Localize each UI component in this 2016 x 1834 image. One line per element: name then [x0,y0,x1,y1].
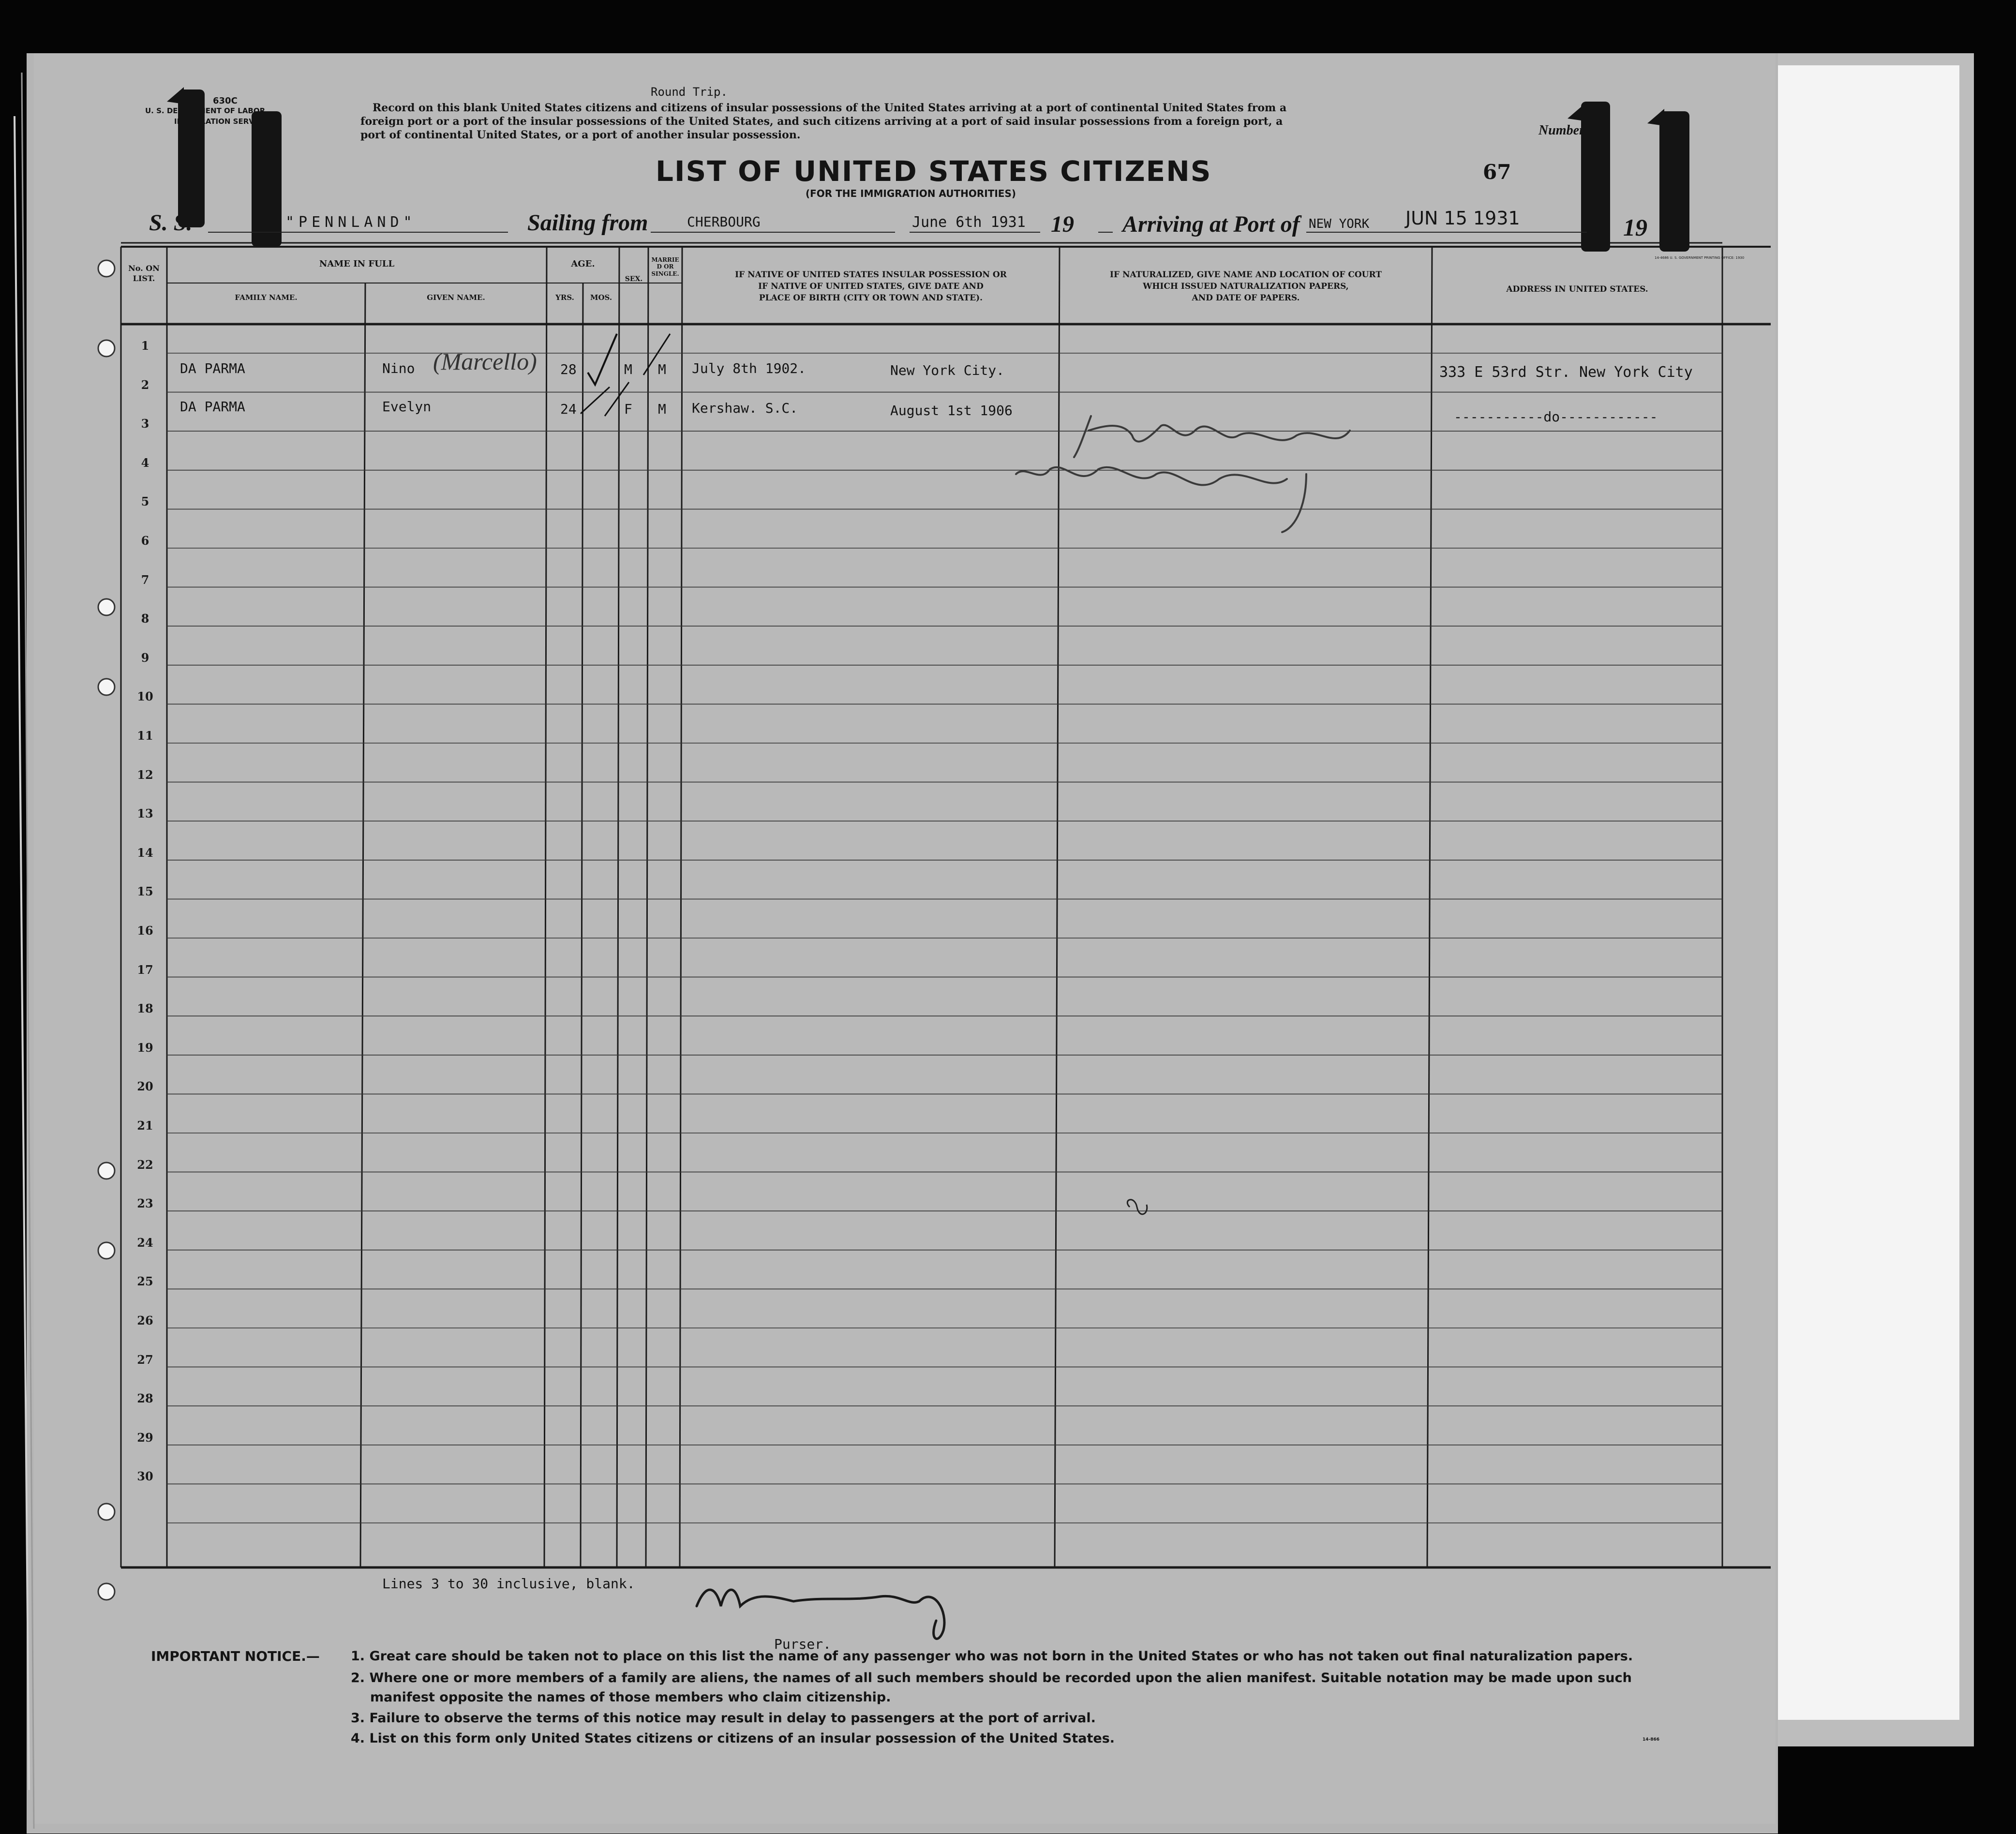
row-number: 4 [141,455,149,470]
instructions-line-2: foreign port or a port of the insular possessions of the United States, and such citizens arriving at a port of said insular possessions from a foreign port, a [360,115,1283,128]
year-prefix-2: 19 [1623,214,1647,241]
row-number: 18 [137,1001,153,1016]
agency-line-2: IMMIGRATION SERVICE [174,117,268,126]
row-number: 10 [137,689,153,704]
row-number: 19 [137,1040,153,1055]
notice-2: 2. Where one or more members of a family are aliens, the names of all such members should be recorded upon the alien manifest. Suitable notation may be made upon such [351,1670,1632,1685]
notice-2-cont: manifest opposite the names of those members who claim citizenship. [370,1690,891,1705]
row-1-address: 333 E 53rd Str. New York City [1439,364,1693,381]
form-code: 14-866 [1643,1737,1660,1742]
col-naturalized-1: IF NATURALIZED, GIVE NAME AND LOCATION OF COURT [1110,270,1382,280]
row-number: 20 [137,1079,153,1094]
row-2-address: -----------do------------ [1454,409,1658,425]
col-family-name: FAMILY NAME. [235,293,298,302]
row-number: 7 [141,572,149,587]
ss-label: S. S. [149,210,193,236]
page-subtitle: (FOR THE IMMIGRATION AUTHORITIES) [806,188,1016,199]
row-number: 11 [137,729,153,743]
row-number: 27 [137,1352,153,1367]
next-page-blank [1776,65,1959,1720]
inspector-signature [1079,406,1224,433]
arrival-port: NEW YORK [1309,217,1370,231]
row-number: 17 [137,962,153,977]
sailing-date: June 6th 1931 [912,214,1026,231]
row-number: 3 [141,417,149,431]
row-number: 1 [141,339,149,353]
row-2-family-name: DA PARMA [180,399,245,415]
col-naturalized-3: AND DATE OF PAPERS. [1192,293,1300,303]
inspector-date [1021,464,1149,489]
row-1-birth-place: New York City. [890,362,1005,378]
printer-mark: 14-4686 U. S. GOVERNMENT PRINTING OFFICE: 1930 [1655,256,1745,260]
row-1-birth-date: July 8th 1902. [692,360,806,376]
row-number: 30 [137,1469,153,1484]
row-2-given-name: Evelyn [382,399,432,415]
row-number: 29 [137,1430,153,1445]
row-number: 26 [137,1313,153,1327]
row-number: 6 [141,534,149,548]
notice-1: 1. Great care should be taken not to place on this list the name of any passenger who was not born in the United States or who has not taken out final naturalization papers. [351,1649,1633,1664]
arriving-label: Arriving at Port of [1122,211,1300,237]
row-number: 15 [137,884,153,899]
arrival-stamp: JUN 15 1931 [1405,208,1520,229]
row-number: 12 [137,767,153,782]
col-age: AGE. [571,259,595,269]
row-2-age-years: 24 [560,401,577,417]
col-naturalized-2: WHICH ISSUED NATURALIZATION PAPERS, [1143,282,1349,291]
col-sex: SEX. [625,275,643,283]
row-number: 21 [137,1118,153,1133]
row-number: 5 [141,494,149,509]
row-2-birth-place: August 1st 1906 [890,403,1013,418]
notice-3: 3. Failure to observe the terms of this notice may result in delay to passengers at the port of arrival. [351,1711,1096,1726]
form-number: 630C [213,96,238,106]
instructions-line-3: port of continental United States, or a port of another insular possession. [360,129,801,141]
col-name-in-full: NAME IN FULL [319,259,395,269]
agency-line-1: U. S. DEPARTMENT OF LABOR [145,106,266,115]
purser-label: Purser. [774,1636,832,1652]
year-prefix-1: 19 [1051,211,1074,237]
row-1-given-name-note: (Marcello) [433,348,537,375]
row-1-age-years: 28 [560,361,577,377]
stray-mark-text [1125,1197,1147,1215]
row-number: 22 [137,1157,153,1172]
col-married: MARRIED OR SINGLE. [651,256,679,277]
number-label: Number [1538,123,1584,138]
row-number: 9 [141,650,149,665]
purser-signature [697,1592,851,1616]
col-yrs: YRS. [555,293,574,302]
row-number: 14 [137,845,153,860]
row-number: 24 [137,1235,153,1250]
col-native-1: IF NATIVE OF UNITED STATES INSULAR POSSESSION OR [735,270,1007,280]
instructions-line-1: Record on this blank United States citizens and citizens of insular possessions of the United States arriving at a port of continental United States from a [373,102,1287,114]
row-1-family-name: DA PARMA [180,360,245,376]
row-number: 16 [137,924,153,938]
col-native-3: PLACE OF BIRTH (CITY OR TOWN AND STATE). [759,293,983,303]
page-title: LIST OF UNITED STATES CITIZENS [656,155,1212,188]
row-1-sex: M [624,361,632,377]
ship-name: "PENNLAND" [285,214,417,231]
row-number: 2 [141,377,149,392]
row-number: 13 [137,806,153,821]
row-number: 25 [137,1274,153,1289]
col-mos: MOS. [590,293,612,302]
row-2-birth-date: Kershaw. S.C. [692,400,798,416]
round-trip-note: Round Trip. [651,85,728,99]
col-given-name: GIVEN NAME. [427,293,485,302]
row-1-given-name: Nino [382,360,415,376]
row-number: 23 [137,1196,153,1211]
blank-lines-note: Lines 3 to 30 inclusive, blank. [382,1576,635,1592]
row-2-married: M [658,401,666,417]
col-address: ADDRESS IN UNITED STATES. [1506,284,1648,294]
col-native-2: IF NATIVE OF UNITED STATES, GIVE DATE AND [758,282,984,291]
page-number: 67 [1483,160,1511,184]
row-number: 28 [137,1391,153,1406]
important-notice-label: IMPORTANT NOTICE.— [151,1648,320,1664]
sailing-port: CHERBOURG [687,214,761,230]
sailing-label: Sailing from [527,210,648,236]
notice-4: 4. List on this form only United States citizens or citizens of an insular possession of the United States. [351,1731,1115,1746]
row-number: 8 [141,611,149,626]
row-2-sex: F [624,401,632,417]
col-no-on-list: No. ON LIST. [128,264,160,283]
row-1-married: M [658,361,666,377]
